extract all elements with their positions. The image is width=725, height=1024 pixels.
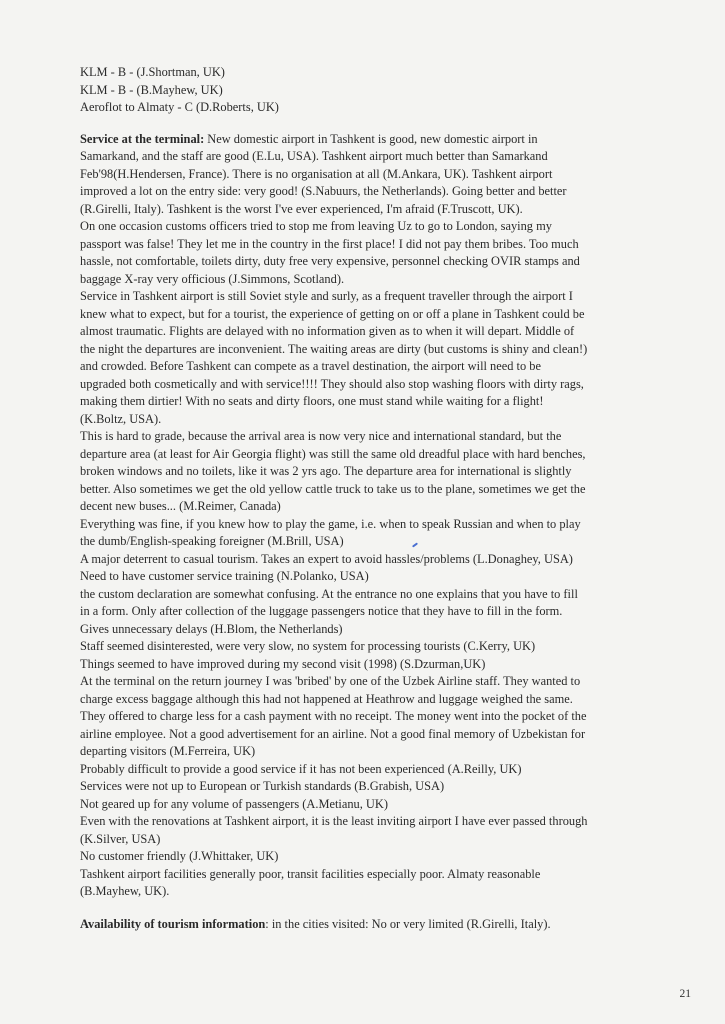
document-body: [80, 64, 696, 933]
text-line: in a form. Only after collection of the luggage passengers notice that they have to fill in the form.: [80, 604, 563, 618]
text-line: On one occasion customs officers tried to stop me from leaving Uz to go to London, saying my: [80, 219, 552, 233]
airline-rating-line: KLM - B - (J.Shortman, UK): [80, 65, 225, 79]
text-line: A major deterrent to casual tourism. Takes an expert to avoid hassles/problems (L.Donaghey, USA): [80, 551, 573, 566]
text-line: (K.Boltz, USA).: [80, 411, 162, 426]
text-line: Everything was fine, if you knew how to play the game, i.e. when to speak Russian and when to play: [80, 516, 581, 531]
text-line: Feb'98(H.Hendersen, France). There is no organisation at all (M.Ankara, UK). Tashkent airport: [80, 166, 553, 181]
text-line: Tashkent airport facilities generally poor, transit facilities especially poor. Almaty reasonable: [80, 866, 541, 881]
text-line: knew what to expect, but for a tourist, the experience of getting on or off a plane in Tashkent could be: [80, 306, 585, 321]
text-line: At the terminal on the return journey I was 'bribed' by one of the Uzbek Airline staff. They wanted to: [80, 674, 581, 688]
text-line: Even with the renovations at Tashkent airport, it is the least inviting airport I have ever passed through: [80, 814, 588, 828]
text-line: almost traumatic. Flights are delayed with no information given as to when it will depart. Middle of: [80, 324, 575, 338]
airline-rating-line: Aeroflot to Almaty - C (D.Roberts, UK): [80, 100, 279, 114]
text-line: Things seemed to have improved during my second visit (1998) (S.Dzurman,UK): [80, 656, 486, 671]
text-line: Probably difficult to provide a good service if it has not been experienced (A.Reilly, UK): [80, 761, 522, 776]
airline-ratings: [80, 64, 696, 117]
text-line: baggage X-ray very officious (J.Simmons, Scotland).: [80, 271, 345, 286]
tourism-info-line: [80, 916, 696, 934]
text-line: departure area (at least for Air Georgia flight) was still the same old dreadful place with hard benches,: [80, 446, 586, 461]
text-line: No customer friendly (J.Whittaker, UK): [80, 849, 279, 863]
text-line: improved a lot on the entry side: very good! (S.Nabuurs, the Netherlands). Going better and better: [80, 184, 567, 198]
text-line: This is hard to grade, because the arrival area is now very nice and international standard, but the: [80, 429, 562, 443]
text-line: better. Also sometimes we get the old yellow cattle truck to take us to the plane, sometimes we get the: [80, 481, 586, 496]
text-line: Staff seemed disinterested, were very slow, no system for processing tourists (C.Kerry, UK): [80, 639, 536, 653]
text-line: (R.Girelli, Italy). Tashkent is the worst I've ever experienced, I'm afraid (F.Truscott, UK).: [80, 201, 523, 216]
text-line: the dumb/English-speaking foreigner (M.Brill, USA): [80, 534, 344, 548]
service-terminal-section: [80, 131, 696, 901]
text-line: decent new buses... (M.Reimer, Canada): [80, 499, 281, 513]
text-line: Services were not up to European or Turkish standards (B.Grabish, USA): [80, 779, 445, 793]
text-line: Gives unnecessary delays (H.Blom, the Netherlands): [80, 621, 343, 636]
text-line: Service in Tashkent airport is still Soviet style and surly, as a frequent traveller through the airport I: [80, 289, 573, 303]
service-terminal-first-line: [80, 131, 696, 149]
service-terminal-heading: Service at the terminal:: [80, 131, 205, 146]
text-line: (B.Mayhew, UK).: [80, 884, 170, 898]
airline-rating-line: KLM - B - (B.Mayhew, UK): [80, 82, 223, 97]
text-line: airline employee. Not a good advertisement for an airline. Not a good final memory of Uzbekistan for: [80, 726, 586, 741]
text-line: passport was false! They let me in the country in the first place! I did not pay them bribes. Too much: [80, 236, 579, 251]
text-line: broken windows and no toilets, like it was 2 yrs ago. The departure area for international is slightly: [80, 464, 572, 478]
page-number: 21: [679, 988, 691, 1000]
tourism-info-section: [80, 916, 696, 934]
text-line: making them dirtier! With no seats and dirty floors, one must stand while waiting for a flight!: [80, 394, 544, 408]
text-line: Need to have customer service training (N.Polanko, USA): [80, 569, 369, 583]
tourism-info-heading: Availability of tourism information: [80, 916, 266, 931]
text-line: (K.Silver, USA): [80, 831, 161, 846]
text-line: charge excess baggage although this had not happened at Heathrow and luggage weighed the same.: [80, 691, 573, 706]
text-line: the custom declaration are somewhat confusing. At the entrance no one explains that you have to fill: [80, 586, 578, 601]
text-line: New domestic airport in Tashkent is good, new domestic airport in: [204, 131, 538, 146]
text-line: They offered to charge less for a cash payment with no receipt. The money went into the pocket of the: [80, 709, 587, 723]
text-line: the night the departures are inconvenient. The waiting areas are dirty (but customs is shiny and clean!): [80, 341, 588, 356]
text-line: Not geared up for any volume of passengers (A.Metianu, UK): [80, 796, 388, 811]
text-line: upgraded both cosmetically and with service!!!! They should also stop washing floors with dirty rags,: [80, 376, 584, 391]
text-line: and crowded. Before Tashkent can compete as a travel destination, the airport will need to be: [80, 359, 541, 373]
text-line: Samarkand, and the staff are good (E.Lu, USA). Tashkent airport much better than Samarkand: [80, 149, 548, 163]
text-line: hassle, not comfortable, toilets dirty, duty free very expensive, personnel checking OVIR stamps and: [80, 254, 580, 268]
text-line: departing visitors (M.Ferreira, UK): [80, 744, 256, 758]
tourism-info-text: : in the cities visited: No or very limited (R.Girelli, Italy).: [265, 916, 551, 931]
